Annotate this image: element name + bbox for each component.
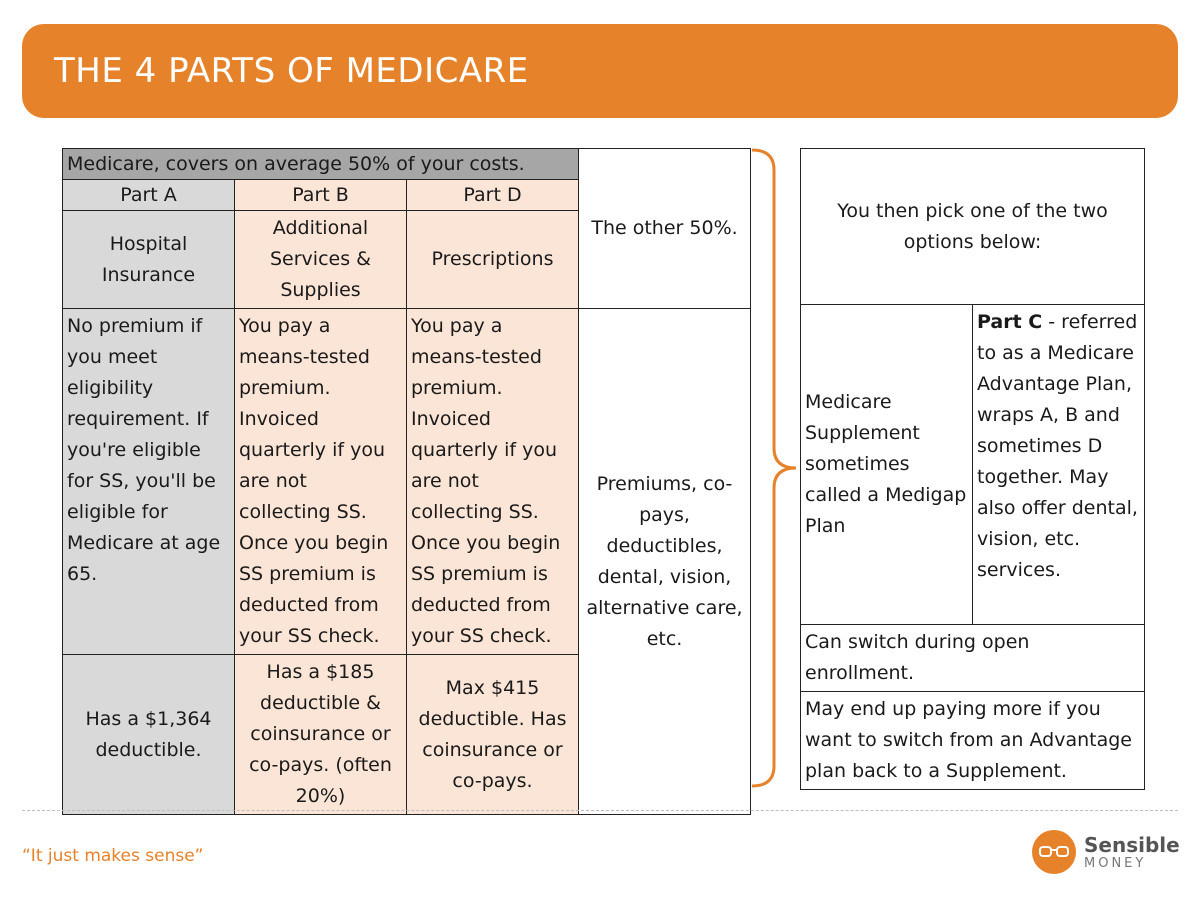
- options-table: [800, 148, 1145, 790]
- coverage-header: Medicare, covers on average 50% of your costs.: [63, 149, 579, 180]
- part-a-header: Part A: [63, 180, 235, 211]
- part-c-label: Part C: [977, 311, 1043, 333]
- part-d-premium: You pay a means-tested premium. Invoiced quarterly if you are not collecting SS. Once you begin SS premium is deducted from your SS check.: [407, 309, 579, 655]
- switch-note: Can switch during open enrollment.: [801, 625, 1145, 692]
- logo-name: Sensible: [1084, 832, 1180, 857]
- part-a-description: Hospital Insurance: [63, 211, 235, 309]
- page-title: THE 4 PARTS OF MEDICARE: [54, 51, 529, 91]
- glasses-icon: [1032, 830, 1076, 874]
- curly-brace: [750, 148, 800, 788]
- part-c-text: - referred to as a Medicare Advantage Plan, wraps A, B and sometimes D together. May also offer dental, vision, etc. services.: [977, 311, 1138, 581]
- part-a-deductible: Has a $1,364 deductible.: [63, 655, 235, 815]
- part-d-deductible: Max $415 deductible. Has coinsurance or co-pays.: [407, 655, 579, 815]
- medicare-parts-table: [62, 148, 751, 815]
- part-d-description: Prescriptions: [407, 211, 579, 309]
- part-d-header: Part D: [407, 180, 579, 211]
- medicare-supplement-cell: Medicare Supplement sometimes called a Medigap Plan: [801, 305, 973, 625]
- title-banner: [22, 24, 1178, 118]
- part-b-premium: You pay a means-tested premium. Invoiced quarterly if you are not collecting SS. Once you begin SS premium is deducted from your SS check.: [235, 309, 407, 655]
- cost-note: May end up paying more if you want to switch from an Advantage plan back to a Supplement.: [801, 692, 1145, 790]
- part-b-deductible: Has a $185 deductible & coinsurance or co-pays. (often 20%): [235, 655, 407, 815]
- footer-divider: [22, 810, 1178, 811]
- tagline: “It just makes sense”: [22, 846, 204, 866]
- part-b-description: Additional Services & Supplies: [235, 211, 407, 309]
- part-b-header: Part B: [235, 180, 407, 211]
- sensible-money-logo: [1032, 830, 1180, 874]
- logo-subtitle: MONEY: [1084, 855, 1147, 871]
- part-c-cell: [973, 305, 1145, 625]
- other-costs-cell: Premiums, co-pays, deductibles, dental, vision, alternative care, etc.: [579, 309, 751, 815]
- other-half-cell: The other 50%.: [579, 149, 751, 309]
- options-intro: You then pick one of the two options below:: [801, 149, 1145, 305]
- part-a-premium: No premium if you meet eligibility requirement. If you're eligible for SS, you'll be eligible for Medicare at age 65.: [63, 309, 235, 655]
